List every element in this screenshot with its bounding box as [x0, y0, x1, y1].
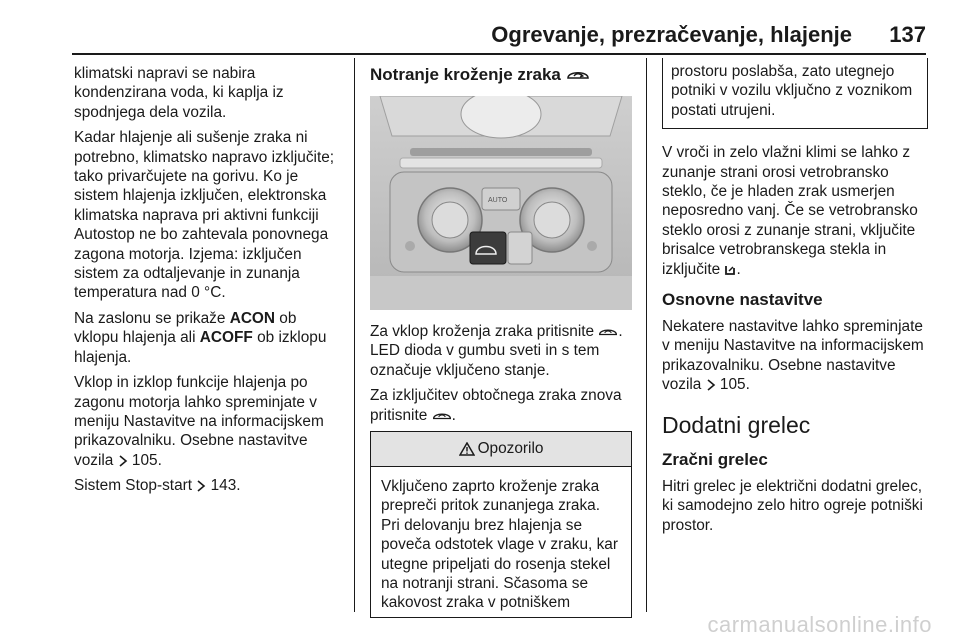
recirculation-icon	[598, 326, 618, 338]
column-2	[370, 64, 632, 618]
paragraph: Nekatere nastavitve lahko spreminjate v meniju Nastavitve na informacijskem prikazovalniku. Osebne nastavitve vozila 105.	[662, 318, 924, 394]
warning-triangle-icon	[459, 442, 475, 456]
paragraph: Vklop in izklop funkcije hlajenja po zagonu motorja lahko spreminjate v meniju Nastavitve na informacijskem prikazovalniku. Osebne nastavitve vozila 105.	[74, 374, 324, 469]
paragraph: Na zaslonu se prikaže ACON ob vklopu hlajenja ali ACOFF ob izklopu hlajenja.	[74, 309, 327, 366]
column-1	[74, 64, 342, 502]
auto-label: AUTO	[488, 197, 508, 204]
climate-control-photo	[370, 96, 632, 310]
arrow-ref-icon	[706, 379, 716, 391]
section-heading: Osnovne nastavitve	[662, 290, 823, 310]
paragraph: Za vklop kroženja zraka pritisnite . LED dioda v gumbu sveti in s tem označuje vključeno stanje.	[370, 323, 623, 379]
warning-title: Opozorilo	[477, 440, 544, 458]
watermark: carmanualsonline.info	[707, 612, 932, 637]
acoff-label: ACOFF	[199, 329, 253, 347]
paragraph: Hitri grelec je električni dodatni grelec, ki samodejno zelo hitro ogreje potniški prostor.	[662, 477, 923, 534]
recirculation-icon	[432, 410, 452, 422]
column-3	[662, 64, 928, 541]
warning-text: Vključeno zaprto kroženje zraka prepreči pritok zunanjega zraka. Pri delovanju brez hlajenja se poveča odstotek vlage v zraku, kar utegne pripeljati do rosenja stekel na notranji strani. Sčasoma se kakovost zraka v potniškem	[381, 478, 618, 612]
section-heading: Notranje kroženje zraka	[370, 64, 632, 86]
paragraph: Kadar hlajenje ali sušenje zraka ni potrebno, klimatsko napravo izključite; tako privarčujete na gorivu. Ko je sistem hlajenja izključen, elektronska klimatska naprava pri aktivni funkciji Autostop ne bo zahtevala ponovnega zagona motorja. Izjema: izključen sistem za odtaljevanje in zunanja temperatura nad 0 °C.	[74, 129, 335, 302]
page-header	[0, 0, 960, 56]
column-divider	[646, 58, 647, 612]
warning-header	[371, 432, 631, 467]
warning-continuation: prostoru poslabša, zato utegnejo potniki v vozilu vključno z voznikom postati utrujeni.	[662, 58, 928, 129]
page-reference: 105.	[719, 376, 750, 394]
climate-panel-illustration	[370, 96, 632, 310]
chapter-heading: Dodatni grelec	[662, 411, 811, 438]
page-reference: 105.	[131, 451, 162, 469]
paragraph: Sistem Stop-start 143.	[74, 477, 241, 495]
page-title: Ogrevanje, prezračevanje, hlajenje	[491, 22, 852, 47]
page-number: 137	[889, 22, 926, 47]
warning-box	[370, 431, 632, 618]
arrow-ref-icon	[196, 480, 206, 492]
column-divider	[354, 58, 355, 612]
arrow-ref-icon	[118, 455, 128, 467]
paragraph: Za izključitev obtočnega zraka znova pritisnite .	[370, 387, 622, 424]
page-reference: 143.	[210, 477, 241, 495]
header-rule	[72, 53, 926, 55]
paragraph: V vroči in zelo vlažni klimi se lahko z zunanje strani orosi vetrobransko steklo, če je hladen zrak usmerjen neposredno vanj. Če se vetrobransko steklo orosi z zunanje strani, vključite brisalce vetrobranskega stekla in izključite .	[662, 144, 918, 278]
section-heading: Zračni grelec	[662, 449, 768, 469]
wiper-icon	[724, 264, 736, 276]
paragraph: klimatski napravi se nabira kondenzirana voda, ki kaplja iz spodnjega dela vozila.	[74, 65, 284, 121]
recirculation-icon	[566, 68, 590, 82]
acon-label: ACON	[229, 309, 276, 327]
